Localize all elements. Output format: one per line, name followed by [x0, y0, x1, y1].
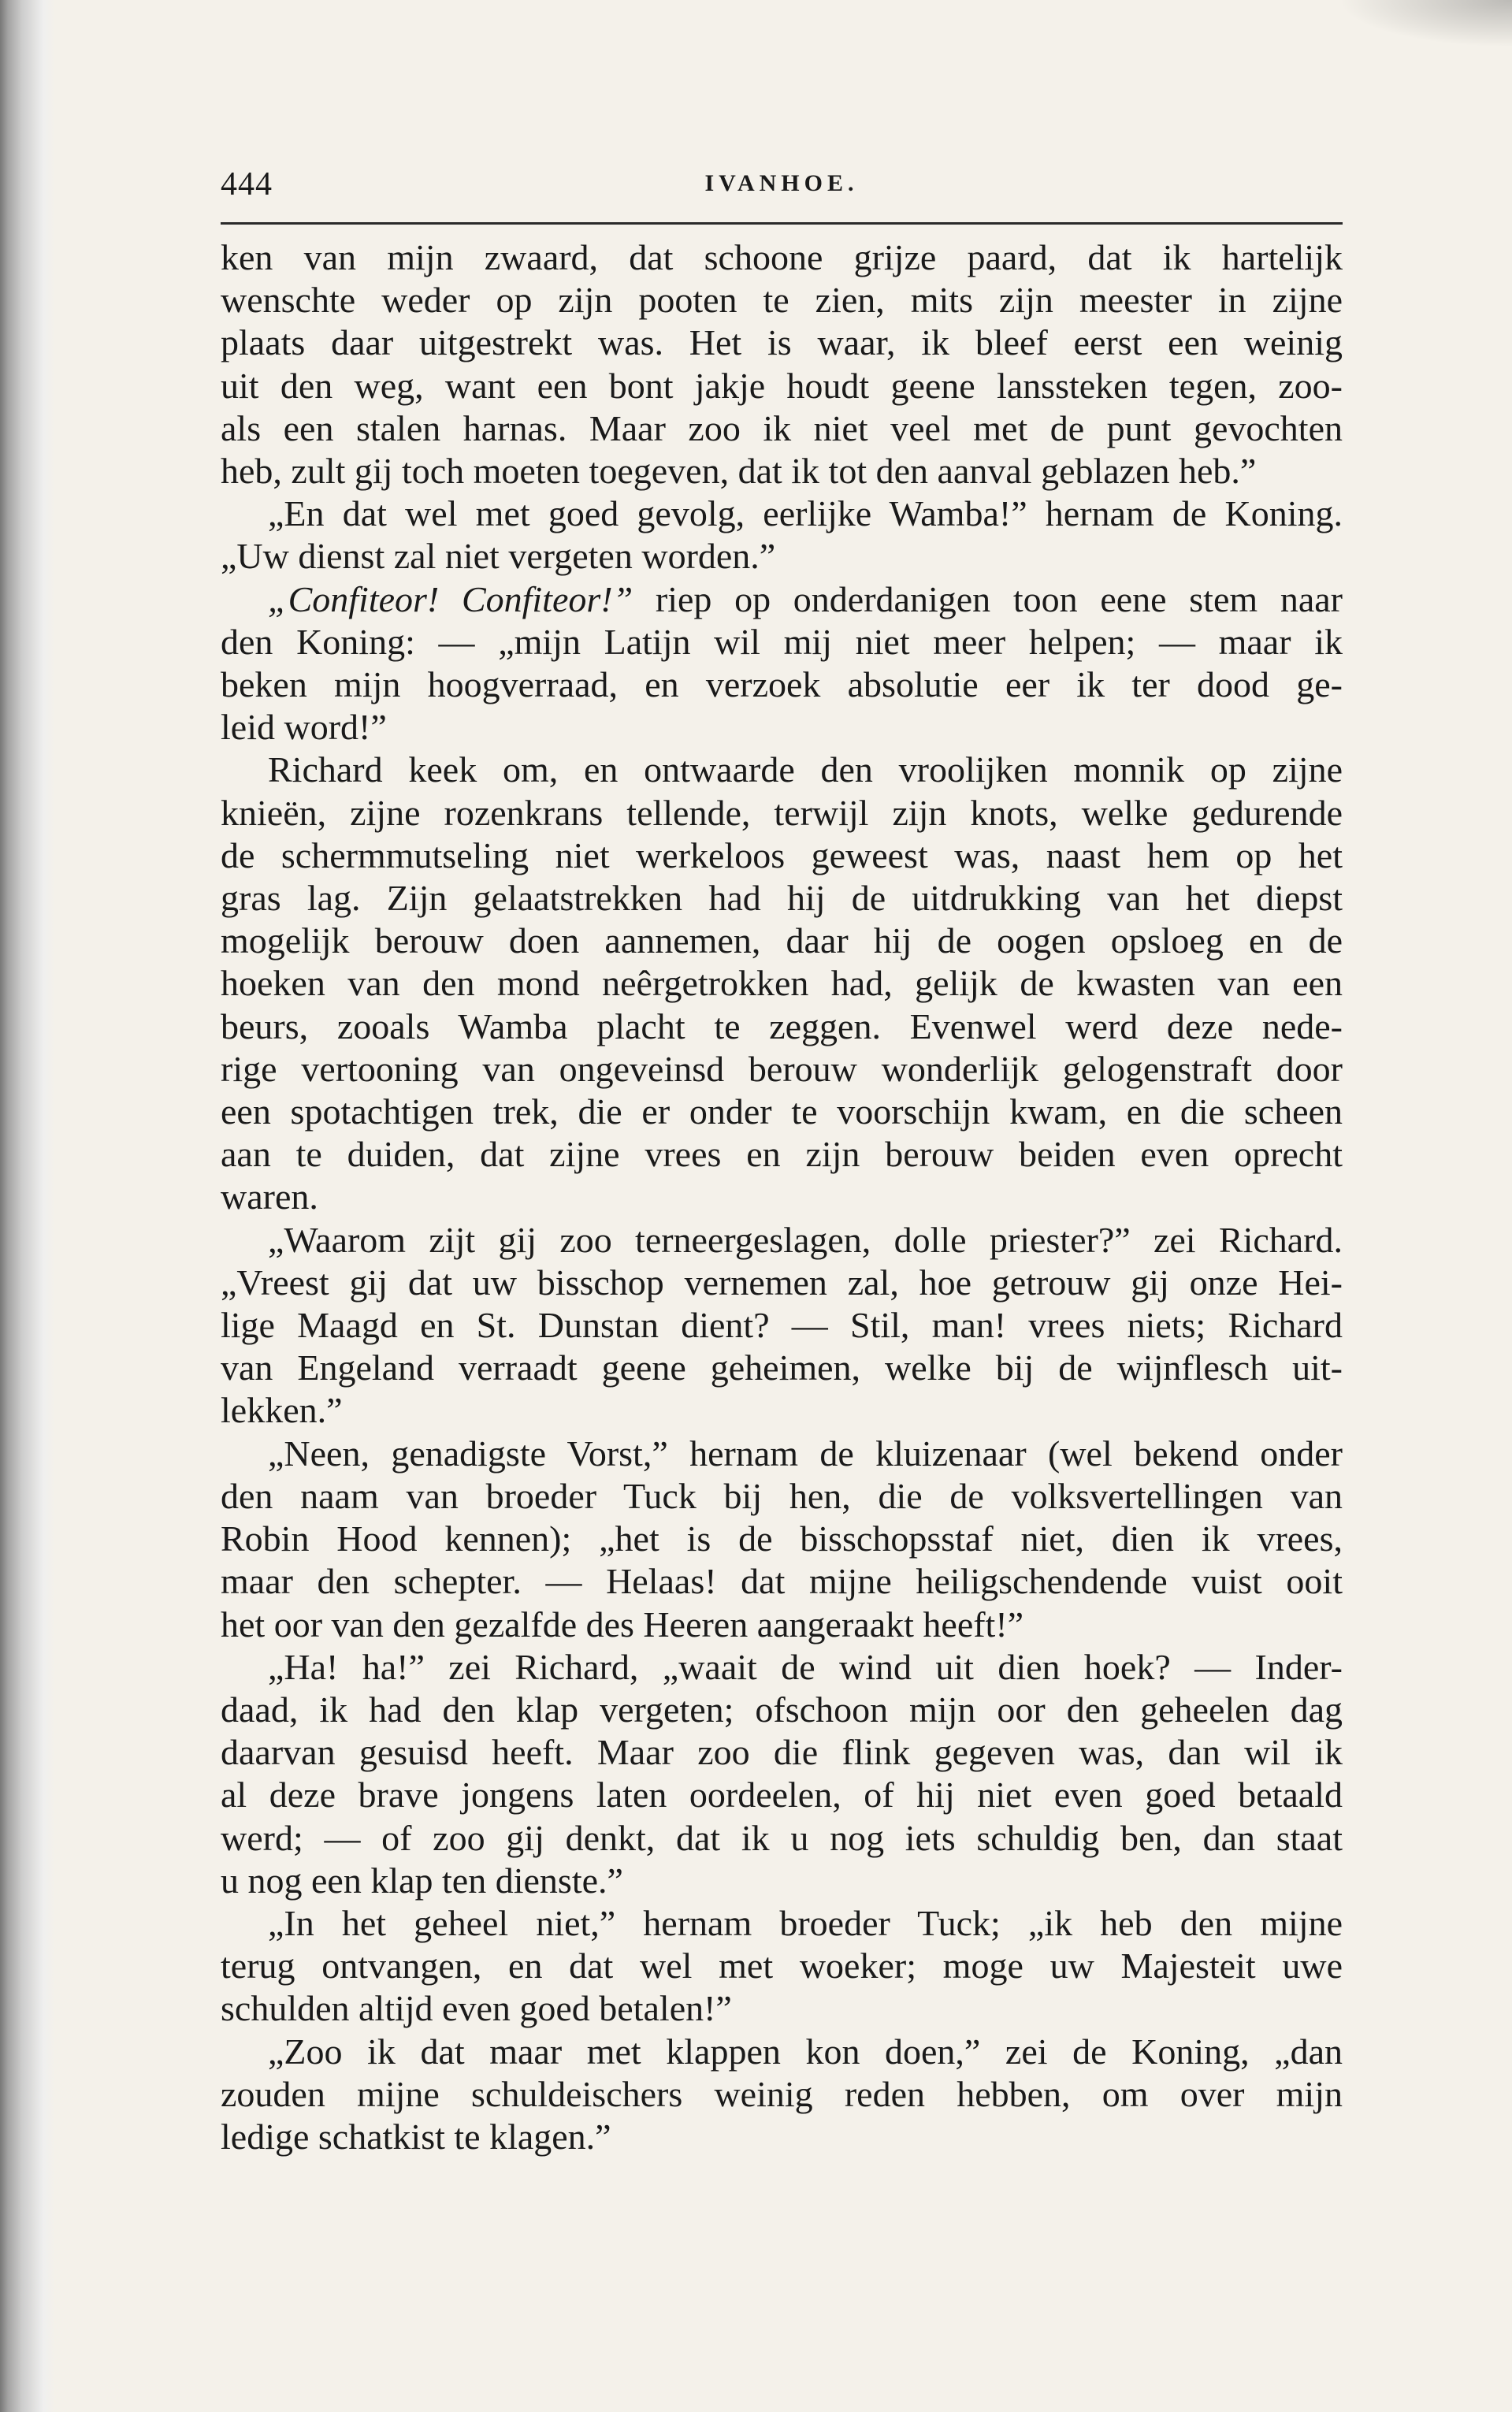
- text-line: plaats daar uitgestrekt was. Het is waar, ik bleef eerst een weinig: [221, 322, 1343, 363]
- text-line: beurs, zooals Wamba placht te zeggen. Evenwel werd deze nede-: [221, 1005, 1343, 1046]
- body-text: [221, 236, 1343, 2158]
- page-edge-shadow: [0, 0, 55, 2412]
- text-line: heb, zult gij toch moeten toegeven, dat ik tot den aanval geblazen heb.”: [221, 451, 1257, 492]
- text-line: [221, 578, 1343, 621]
- page-corner-shadow: [1339, 0, 1512, 47]
- text-line: „Waarom zijt gij zoo terneergeslagen, dolle priester?” zei Richard.: [268, 1219, 1343, 1260]
- paragraph-p8: [221, 1902, 1343, 2031]
- text-line: een spotachtigen trek, die er onder te voorschijn kwam, en die scheen: [221, 1091, 1343, 1132]
- text-line: ledige schatkist te klagen.”: [221, 2116, 611, 2157]
- text-line: werd; — of zoo gij denkt, dat ik u nog iets schuldig ben, dan staat: [221, 1817, 1343, 1858]
- text-line: ken van mijn zwaard, dat schoone grijze paard, dat ik hartelijk: [221, 237, 1343, 277]
- text-line: Richard keek om, en ontwaarde den vroolijken monnik op zijne: [268, 749, 1343, 790]
- text-line: „Uw dienst zal niet vergeten worden.”: [221, 536, 776, 577]
- paragraph-p9: [221, 2031, 1343, 2159]
- text-line: maar den schepter. — Helaas! dat mijne heiligschendende vuist ooit: [221, 1561, 1343, 1602]
- text-line: hoeken van den mond neêrgetrokken had, gelijk de kwasten van een: [221, 963, 1343, 1004]
- text-line: „Neen, genadigste Vorst,” hernam de kluizenaar (wel bekend onder: [268, 1433, 1343, 1474]
- paragraph-p2: [221, 492, 1343, 578]
- header-rule: [221, 222, 1343, 225]
- text-line: de schermmutseling niet werkeloos geweest was, naast hem op het: [221, 834, 1343, 875]
- text-line: waren.: [221, 1176, 318, 1217]
- text-line: knieën, zijne rozenkrans tellende, terwijl zijn knots, welke gedurende: [221, 792, 1343, 833]
- text-line: van Engeland verraadt geene geheimen, welke bij de wijnflesch uit-: [221, 1347, 1343, 1388]
- text-line: u nog een klap ten dienste.”: [221, 1860, 623, 1901]
- paragraph-p5: [221, 1219, 1343, 1433]
- text-line: zouden mijne schuldeischers weinig reden hebben, om over mijn: [221, 2073, 1343, 2114]
- text-line: „Zoo ik dat maar met klappen kon doen,” zei de Koning, „dan: [268, 2031, 1343, 2072]
- text-line: beken mijn hoogverraad, en verzoek absolutie eer ik ter dood ge-: [221, 664, 1343, 705]
- text-line: terug ontvangen, en dat wel met woeker; moge uw Majesteit uwe: [221, 1946, 1343, 1986]
- text-line: schulden altijd even goed betalen!”: [221, 1988, 732, 2029]
- text-line: „Vreest gij dat uw bisschop vernemen zal, hoe getrouw gij onze Hei-: [221, 1262, 1343, 1303]
- text-line: „Ha! ha!” zei Richard, „waait de wind uit dien hoek? — Inder-: [268, 1646, 1343, 1687]
- text-line: den Koning: — „mijn Latijn wil mij niet meer helpen; — maar ik: [221, 621, 1343, 662]
- paragraph-p7: [221, 1646, 1343, 1902]
- text-line: uit den weg, want een bont jakje houdt geene lanssteken tegen, zoo-: [221, 365, 1343, 406]
- text-line: lekken.”: [221, 1390, 343, 1431]
- text-line: „En dat wel met goed gevolg, eerlijke Wamba!” hernam de Koning.: [268, 493, 1343, 534]
- paragraph-p4: [221, 749, 1343, 1218]
- text-line: daarvan gesuisd heeft. Maar zoo die flink gegeven was, dan wil ik: [221, 1732, 1343, 1773]
- text-line: Robin Hood kennen); „het is de bisschopsstaf niet, dien ik vrees,: [221, 1518, 1343, 1559]
- text-line: den naam van broeder Tuck bij hen, die de volksvertellingen van: [221, 1475, 1343, 1516]
- text-line: leid word!”: [221, 707, 387, 748]
- page-header: [221, 165, 1343, 213]
- text-line: mogelijk berouw doen aannemen, daar hij de oogen opsloeg en de: [221, 920, 1343, 961]
- text-line: lige Maagd en St. Dunstan dient? — Stil, man! vrees niets; Richard: [221, 1305, 1343, 1346]
- paragraph-p1: [221, 236, 1343, 492]
- text-line: gras lag. Zijn gelaatstrekken had hij de uitdrukking van het diepst: [221, 878, 1343, 919]
- line-text: riep op onderdanigen toon eene stem naar: [633, 578, 1343, 619]
- page-number: 444: [221, 166, 273, 203]
- text-line: aan te duiden, dat zijne vrees en zijn berouw beiden even oprecht: [221, 1134, 1343, 1175]
- text-line: als een stalen harnas. Maar zoo ik niet veel met de punt gevochten: [221, 407, 1343, 448]
- text-line: het oor van den gezalfde des Heeren aangeraakt heeft!”: [221, 1604, 1024, 1645]
- text-line: al deze brave jongens laten oordeelen, of hij niet even goed betaald: [221, 1775, 1343, 1816]
- italic-lead: „Confiteor! Confiteor!”: [268, 578, 633, 619]
- text-line: wenschte weder op zijn pooten te zien, mits zijn meester in zijne: [221, 280, 1343, 321]
- text-line: rige vertooning van ongeveinsd berouw wonderlijk gelogenstraft door: [221, 1048, 1343, 1089]
- text-line: daad, ik had den klap vergeten; ofschoon mijn oor den geheelen dag: [221, 1689, 1343, 1730]
- running-title: IVANHOE.: [704, 170, 859, 196]
- paragraph-p3: [221, 578, 1343, 749]
- paragraph-p6: [221, 1433, 1343, 1646]
- text-line: „In het geheel niet,” hernam broeder Tuck; „ik heb den mijne: [268, 1902, 1343, 1943]
